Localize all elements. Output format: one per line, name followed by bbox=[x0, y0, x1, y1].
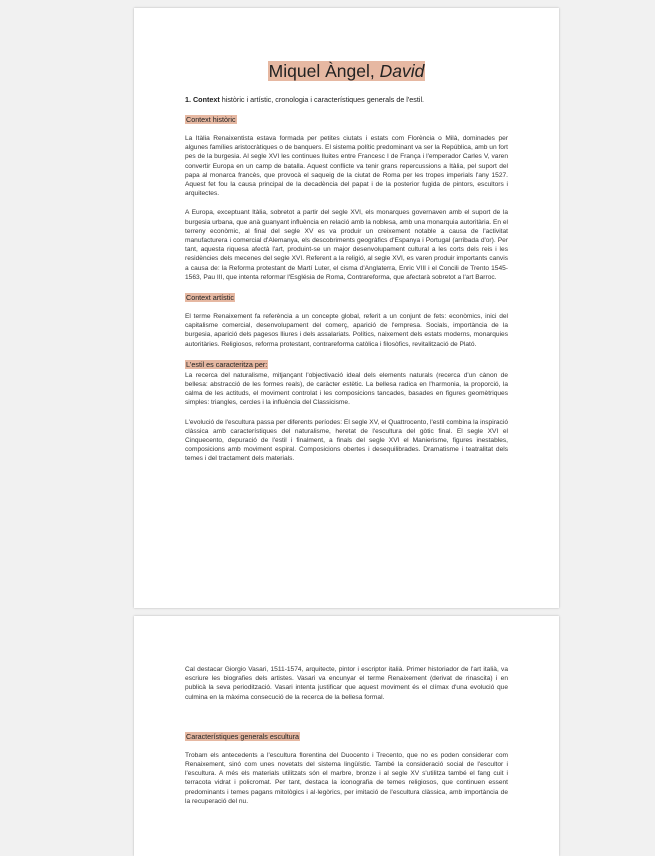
paragraph: El terme Renaixement fa referència a un concepte global, referit a un conjunt de fets: econòmics, inici del capitalisme comercial, desenvolupament del comerç, aparició de l'empresa. Socials, importància de la burgesia, aparició dels pagesos lliures i dels assalariats. Polítics, naixement dels estats moderns, monarquies autoritàries. Religiosos, reforma protestant, contrareforma catòlica i filosòfics, revitalització de Plató. bbox=[185, 313, 508, 348]
paragraph: La Itàlia Renaixentista estava formada per petites ciutats i estats com Florència o Milà, dominades per algunes famílies aristocràtiques o de banquers. El sistema polític predominant va ser la República, amb un fort pes de la burgesia. Al segle XVI les continues lluites entre Francesc I de França i l'emperador Carles V, varen convertir Europa en un camp de batalla. Aquest conflicte va tenir grans repercussions a Itàlia, pel suport del papa al monarca francès, que provocà el saqueig de la ciutat de Roma per les tropes imperials l'any 1527. Aquest fet fou la causa principal de la decadència del papat i de la posterior fugida de pintors, escultors i arquitectes. bbox=[185, 135, 508, 198]
paragraph: L'evolució de l'escultura passa per diferents períodes: El segle XV, el Quattrocento, l'estil combina la inspiració clàssica amb característiques del naturalisme, heretat de l'escultura del gòtic final. El segle XVI el Cinquecento, depuració de l'estil i finalment, a finals del segle XVI el Manierisme, figures inestables, composicions amb moviment espiral. Composicions obertes i desequilibrades. Dramatisme i teatralitat dels temes i del tractament dels materials. bbox=[185, 418, 508, 463]
section-heading bbox=[185, 95, 508, 104]
document-page-1 bbox=[134, 8, 559, 608]
subheading-caracteristiques: Característiques generals escultura bbox=[186, 731, 300, 741]
section-heading-text: històric i artístic, cronologia i característiques generals de l'estil. bbox=[219, 95, 425, 104]
subheading-estil: L'estil es caracteritza per: bbox=[186, 359, 268, 369]
paragraph: La recerca del naturalisme, mitjançant l'objectivació ideal dels elements naturals (recerca d'un cànon de bellesa: abstracció de les formes reals), de caràcter estètic. La bellesa radica en l'harmonia, la proporció, la calma de les actituds, el moviment controlat i les composicions tancades, basades en figures geomètriques simples: triangles, cercles i la influència del Classicisme. bbox=[185, 371, 508, 407]
title-plain: Miquel Àngel, bbox=[268, 61, 380, 81]
subheading-context-historic: Context històric bbox=[186, 115, 236, 124]
subheading-wrap bbox=[185, 358, 508, 369]
subheading-wrap bbox=[185, 291, 508, 302]
paragraph: A Europa, exceptuant Itàlia, sobretot a partir del segle XVI, els monarques governaven amb el suport de la burgesia urbana, que anà guanyant influència en relació amb la noblesa, amb una monarquia autoritària. En el terreny econòmic, al final del segle XV es va produir un creixement notable a causa de l'activitat manufacturera i comercial d'Alemanya, els descobriments geogràfics d'Espanya i Portugal (arribada d'or). Per tant, aquesta riquesa afectà l'art, produint-se un major desenvolupament cultural a les corts dels reis i les residències dels mecenes del segle XVI. Referent a la religió, al segle XVI, es varen produir importants canvis a causa de: la Reforma protestant de Martí Luter, el cisma d'Anglaterra, Enric VIII i el Concili de Trento 1545- 1563, Pau III, que intenta reformar l'Església de Roma, Contrareforma, que afectarà sobretot a l'art Barroc. bbox=[185, 209, 508, 281]
section-number: 1. Context bbox=[185, 95, 220, 104]
subheading-context-artistic: Context artístic bbox=[186, 293, 234, 303]
subheading-wrap bbox=[185, 113, 508, 124]
page-title bbox=[185, 60, 508, 82]
document-page-2 bbox=[134, 616, 559, 856]
subheading-wrap bbox=[185, 730, 508, 741]
paragraph: Trobam els antecedents a l'escultura florentina del Duocento i Trecento, que no es poden considerar com Renaixement, sinó com unes novetats del sistema lingüístic. També la consideració social de l'escultor i l'escultura. A més els materials utilitzats són el marbre, bronze i al segle XV s'utilitza també el fang cuit i terracota vidrat i policromat. Per tant, destaca la iconografia de temes religiosos, que continuen essent predominants i temes pagans mitològics i al·legòrics, per imitació de l'escultura clàssica, amb importància de la recuperació del nu. bbox=[185, 751, 508, 805]
paragraph: Cal destacar Giorgio Vasari, 1511-1574, arquitecte, pintor i escriptor italià. Primer historiador de l'art italià, va escriure les biografies dels artistes. Vasari va encunyar el terme Renaixement (derivat de rinascita) i en publicà la seva periodització. Vasari intenta justificar que aquest moviment és el clímax d'una evolució que culmina en la màxima consecució de la recerca de la bellesa formal. bbox=[185, 666, 508, 701]
title-italic: David bbox=[379, 61, 425, 81]
title-highlight bbox=[268, 61, 426, 81]
